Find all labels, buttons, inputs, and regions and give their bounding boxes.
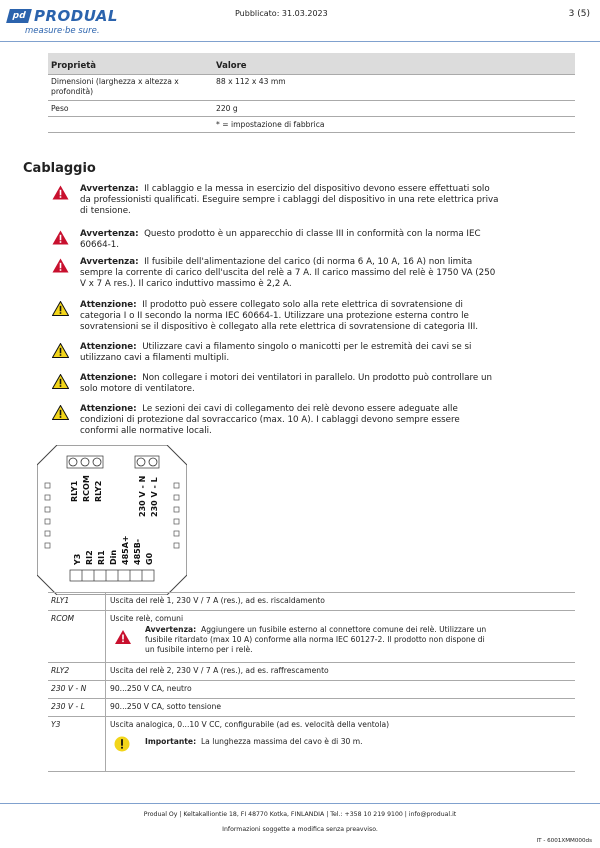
warning-text-line: [80, 404, 570, 415]
note-line: un fusibile interno per i relè.: [145, 645, 253, 654]
terminal-label-din: Din: [109, 549, 118, 565]
warning-text-line: conformi alle normative locali.: [80, 426, 212, 437]
danger-warning-icon: [52, 258, 69, 273]
warning-text-line: solo motore di ventilatore.: [80, 384, 195, 395]
warning-label: Avvertenza:: [80, 229, 139, 239]
warning-text-line: sempre la corrente di carico dell'uscita del relè a 7 A. Il carico massimo del relè è 1750 VA (250: [80, 268, 496, 279]
danger-warning-icon: [114, 629, 132, 645]
warning-text-line: [80, 342, 570, 353]
properties-table: [48, 53, 575, 133]
note-label: Avvertenza:: [145, 625, 197, 634]
terminal-label-485b: 485B-: [133, 538, 142, 565]
terminal-label-ri2: RI2: [85, 550, 94, 565]
terminal-label-230n: 230 V - N: [138, 475, 147, 517]
column-header-value: Valore: [216, 61, 247, 71]
warning-label: Attenzione:: [80, 342, 137, 352]
terminal-description: 90...250 V CA, sotto tensione: [110, 702, 222, 711]
terminal-label-485a: 485A+: [121, 535, 130, 565]
warning-text-line: categoria I o II secondo la norma IEC 60664-1. Utilizzare una protezione esterna contro le: [80, 311, 469, 322]
warning-text-line: utilizzano cavi a filamenti multipli.: [80, 353, 230, 364]
table-row: [48, 117, 575, 133]
property-value: 220 g: [216, 104, 238, 113]
header-divider: [0, 41, 600, 42]
y3-important-note: [145, 737, 565, 747]
published-date: Pubblicato: 31.03.2023: [235, 9, 328, 18]
important-icon: [114, 736, 130, 752]
note-line: La lunghezza massima del cavo è di 30 m.: [200, 737, 363, 746]
rcom-warning-note: [145, 625, 565, 655]
page-number: 3 (5): [568, 9, 590, 19]
properties-header-row: [48, 53, 575, 75]
warning-label: Avvertenza:: [80, 257, 139, 267]
warning-text-line: 60664-1.: [80, 240, 120, 251]
property-name: Dimensioni (larghezza x altezza x profondità): [51, 77, 179, 96]
table-row: [48, 680, 575, 698]
terminal-description: Uscita del relè 1, 230 V / 7 A (res.), ad es. riscaldamento: [110, 596, 325, 605]
warning-line: Il prodotto può essere collegato solo alla rete elettrica di sovratensione di: [142, 300, 463, 310]
document-code: IT - 6001XMM000ds: [536, 838, 592, 844]
table-row: [48, 662, 575, 680]
warning-text-line: [80, 229, 570, 240]
note-line: fusibile ritardato (max 10 A) conforme alla norma IEC 60127-2. Il prodotto non dispone di: [145, 635, 485, 644]
warning-line: Il fusibile dell'alimentazione del carico (di norma 6 A, 10 A, 16 A) non limita: [144, 257, 473, 267]
column-header-property: Proprietà: [51, 61, 97, 71]
terminal-key: 230 V - N: [51, 684, 87, 693]
terminal-key: Y3: [51, 720, 61, 729]
factory-default-note: * = impostazione di fabbrica: [216, 120, 325, 129]
warning-label: Attenzione:: [80, 373, 137, 383]
warning-text-line: [80, 257, 570, 268]
terminal-label-y3: Y3: [73, 553, 82, 565]
warning-text-line: V x 7 A res.). Il carico induttivo massimo è 2,2 A.: [80, 279, 292, 290]
logo-tagline: measure·be sure.: [25, 26, 100, 36]
caution-warning-icon: [52, 301, 69, 316]
table-row: [48, 75, 575, 101]
warning-text-line: condizioni di protezione dal sovraccarico (max. 10 A). I cablaggi devono sempre essere: [80, 415, 460, 426]
warning-label: Attenzione:: [80, 404, 137, 414]
property-value: 88 x 112 x 43 mm: [216, 77, 286, 86]
warning-line: Non collegare i motori dei ventilatori in parallelo. Un prodotto può controllare un: [142, 373, 493, 383]
danger-warning-icon: [52, 230, 69, 245]
terminal-description: Uscita del relè 2, 230 V / 7 A (res.), ad es. raffrescamento: [110, 666, 329, 675]
caution-warning-icon: [52, 343, 69, 358]
logo-text: PRODUAL: [34, 7, 118, 25]
danger-warning-icon: [52, 185, 69, 200]
property-name: Peso: [51, 104, 69, 113]
terminal-description: Uscite relè, comuni: [110, 614, 184, 623]
note-line: Aggiungere un fusibile esterno al connettore comune dei relè. Utilizzare un: [201, 625, 487, 634]
terminal-key: 230 V - L: [51, 702, 85, 711]
warning-line: Utilizzare cavi a filamento singolo o manicotti per le estremità dei cavi se si: [142, 342, 472, 352]
footer-contact: Produal Oy | Keltakalliontie 18, FI 48770 Kotka, FINLANDIA | Tel.: +358 10 219 9100 | info@produal.it: [143, 811, 457, 818]
table-row: [48, 101, 575, 117]
terminal-key: RLY2: [51, 666, 70, 675]
warning-text-line: da professionisti qualificati. Eseguire sempre i cablaggi del dispositivo in una rete elettrica priva: [80, 195, 499, 206]
caution-warning-icon: [52, 405, 69, 420]
bottom-terminal-blocks: [70, 570, 154, 581]
table-row: [48, 592, 575, 610]
warning-text-line: sovratensioni se il dispositivo è collegato alla rete elettrica di sovratensione di categoria III.: [80, 322, 479, 333]
table-row: [48, 698, 575, 716]
logo-mark: pd: [6, 9, 32, 23]
produal-logo: [8, 6, 128, 40]
wiring-diagram: [37, 445, 187, 595]
terminal-label-ri1: RI1: [97, 550, 106, 565]
caution-warning-icon: [52, 374, 69, 389]
warning-label: Avvertenza:: [80, 184, 139, 194]
terminal-label-230l: 230 V - L: [150, 477, 159, 517]
terminal-label-g0: G0: [145, 552, 154, 565]
footer-divider: [0, 803, 600, 804]
section-title: Cablaggio: [23, 161, 96, 176]
terminal-label-rly1: RLY1: [70, 480, 79, 502]
terminal-description: 90...250 V CA, neutro: [110, 684, 192, 693]
warning-line: Il cablaggio e la messa in esercizio del dispositivo devono essere effettuati solo: [144, 184, 490, 194]
warning-text-line: [80, 184, 570, 195]
warning-text-line: di tensione.: [80, 206, 131, 217]
warning-line: Questo prodotto è un apparecchio di classe III in conformità con la norma IEC: [144, 229, 481, 239]
note-label: Importante:: [145, 737, 197, 746]
warning-line: Le sezioni dei cavi di collegamento dei relè devono essere adeguate alle: [142, 404, 458, 414]
terminal-key: RLY1: [51, 596, 70, 605]
terminal-description: Uscita analogica, 0...10 V CC, configurabile (ad es. velocità della ventola): [110, 720, 390, 729]
terminal-key: RCOM: [51, 614, 75, 623]
table-row: [48, 610, 575, 662]
footer-disclaimer: Informazioni soggette a modifica senza preavviso.: [222, 826, 378, 833]
table-row: [48, 716, 575, 772]
terminal-label-rcom: RCOM: [82, 475, 91, 502]
warning-text-line: [80, 300, 570, 311]
terminal-label-rly2: RLY2: [94, 480, 103, 502]
warning-label: Attenzione:: [80, 300, 137, 310]
warning-text-line: [80, 373, 570, 384]
